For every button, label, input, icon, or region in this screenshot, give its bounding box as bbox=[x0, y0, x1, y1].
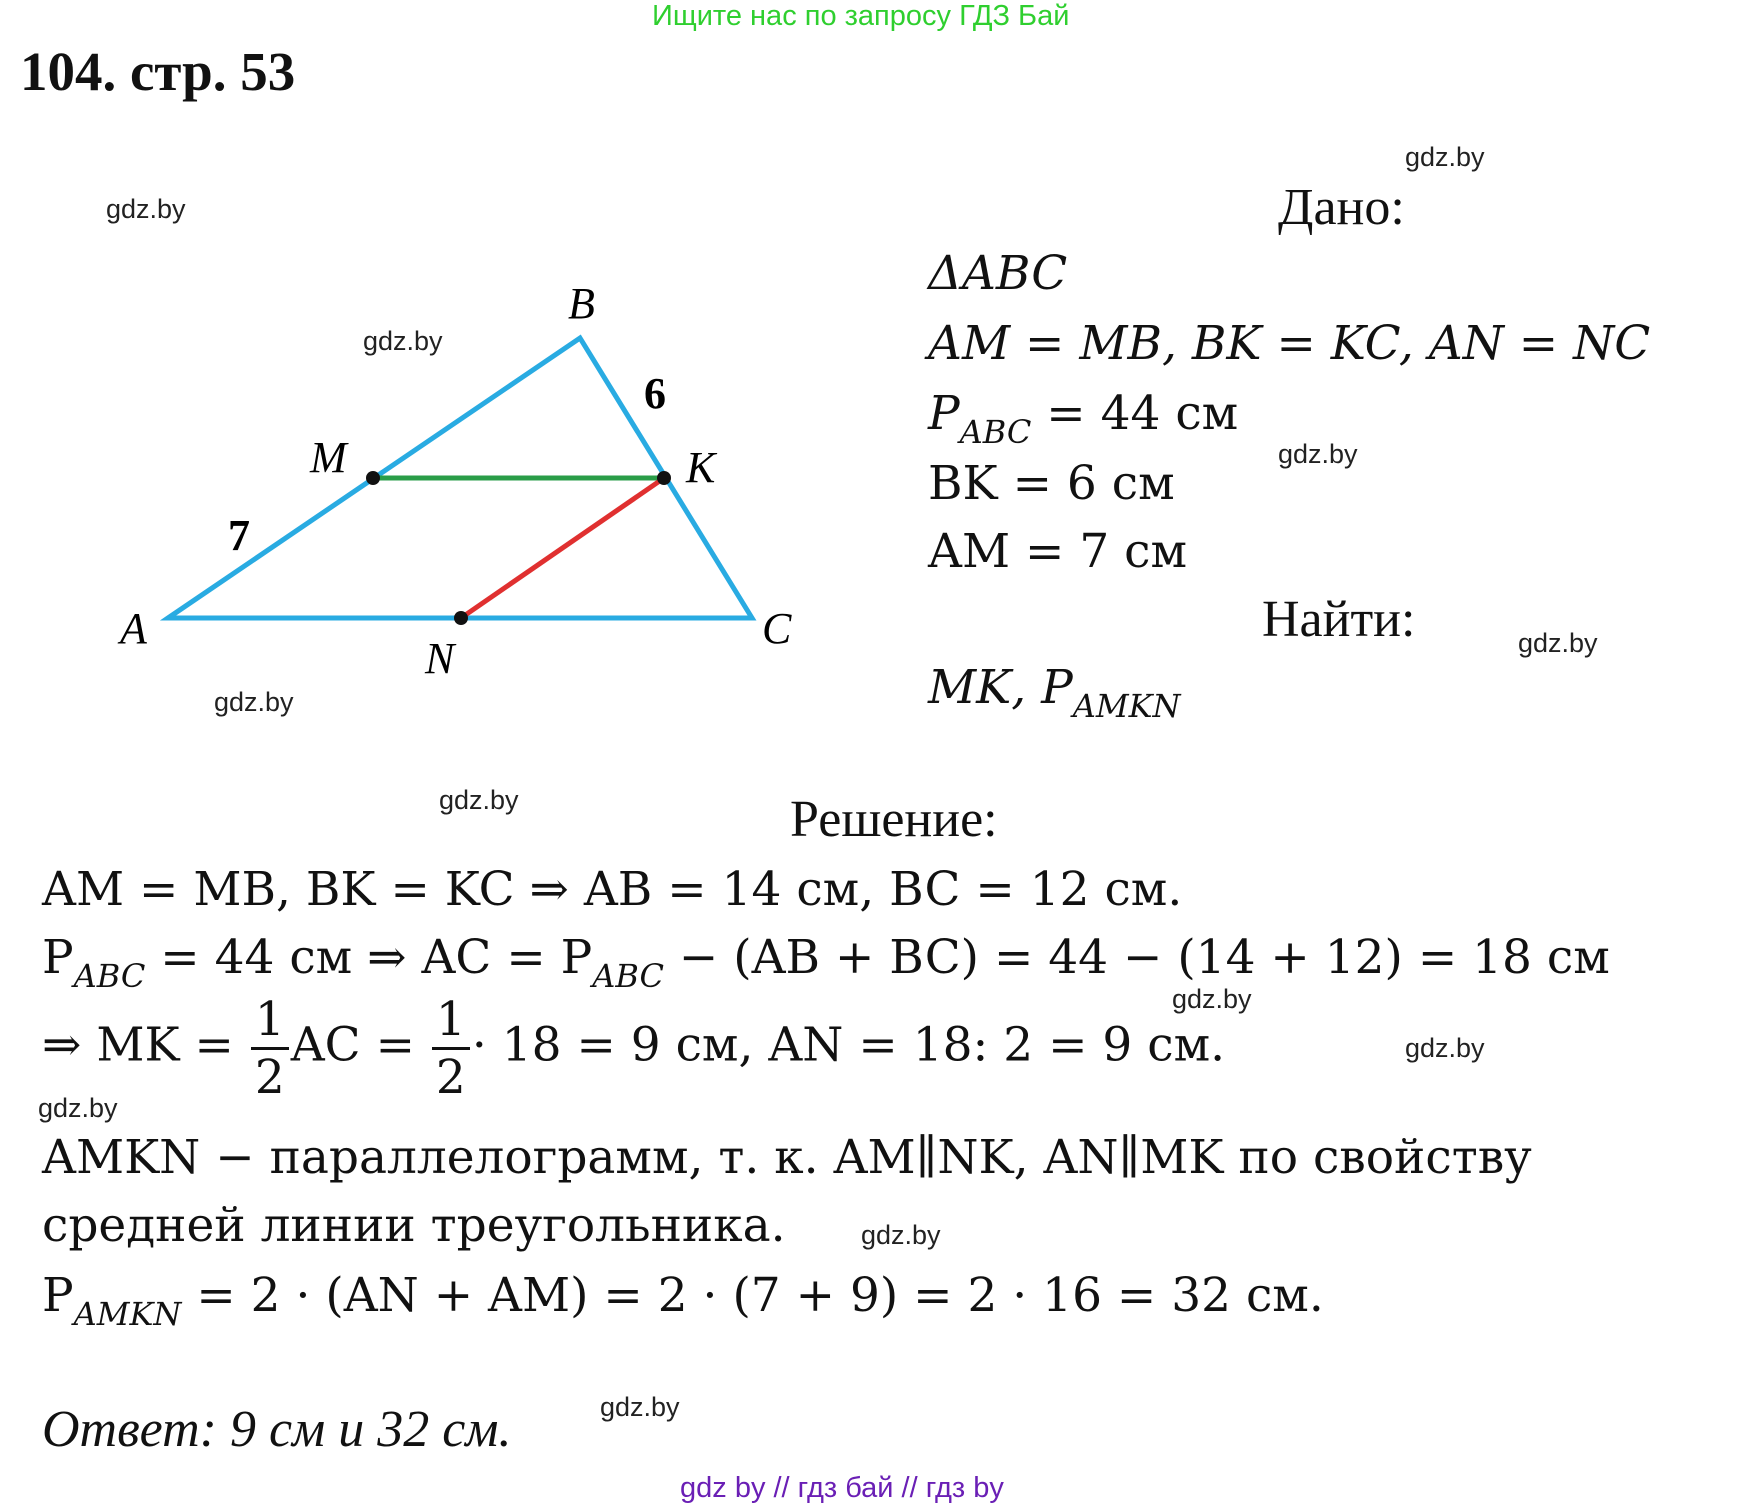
find-heading: Найти: bbox=[1262, 591, 1416, 648]
vertex-label-a: A bbox=[120, 604, 147, 653]
search-banner: Ищите нас по запросу ГДЗ Бай bbox=[652, 0, 1070, 32]
point-n bbox=[454, 611, 468, 625]
side-label-bk: 6 bbox=[644, 369, 666, 418]
solution-line: $P_{AMKN} = 2 \cdot (AN + AM) = 2 \cdot (7 + 9) = 2 \cdot 16 = 32$ см. bbox=[42, 1268, 1324, 1333]
vertex-label-b: B bbox=[568, 279, 595, 328]
watermark: gdz.by bbox=[38, 1093, 118, 1123]
given-line: AM = 7 см bbox=[928, 524, 1188, 579]
given-heading: Дано: bbox=[1278, 179, 1405, 236]
footer-links[interactable]: gdz by // гдз бай // гдз by bbox=[680, 1472, 1004, 1504]
watermark: gdz.by bbox=[439, 785, 519, 815]
solution-line: AM = MB, BK = KC ⇒ AB = 14 см, BC = 12 см. bbox=[42, 862, 1183, 917]
point-m bbox=[366, 471, 380, 485]
solution-line: средней линии треугольника. bbox=[42, 1198, 786, 1253]
watermark: gdz.by bbox=[1172, 984, 1252, 1014]
watermark: gdz.by bbox=[861, 1220, 941, 1250]
watermark: gdz.by bbox=[1518, 628, 1598, 658]
solution-line-fraction: ⇒ MK = $\frac{1}{2}$ AC = $\frac{1}{2}$ · 18 = 9 см, AN = 18: 2 = 9 см. bbox=[42, 992, 1226, 1105]
vertex-label-c: C bbox=[762, 604, 792, 653]
given-line: BK = 6 см bbox=[928, 456, 1175, 511]
segment-nk bbox=[461, 478, 664, 618]
vertex-label-n: N bbox=[425, 634, 455, 683]
side-label-am: 7 bbox=[228, 511, 250, 560]
watermark: gdz.by bbox=[106, 194, 186, 224]
watermark: gdz.by bbox=[1405, 142, 1485, 172]
given-line: ΔABC bbox=[928, 246, 1068, 301]
watermark: gdz.by bbox=[363, 326, 443, 356]
given-line: $P_{ABC} = 44$ см bbox=[928, 386, 1239, 451]
solution-heading: Решение: bbox=[790, 791, 998, 848]
find-line: MK, $P_{AMKN}$ bbox=[928, 660, 1181, 725]
answer: Ответ: 9 см и 32 см. bbox=[42, 1401, 512, 1458]
solution-line: $P_{ABC} = 44$ см ⇒ AC = $P_{ABC} - (AB + BC) = 44 - (14 + 12) = 18$ см bbox=[42, 930, 1610, 995]
solution-line: AMKN − параллелограмм, т. к. AM∥NK, AN∥MK по свойству bbox=[42, 1130, 1532, 1185]
point-k bbox=[657, 471, 671, 485]
watermark: gdz.by bbox=[1405, 1033, 1485, 1063]
watermark: gdz.by bbox=[1278, 439, 1358, 469]
watermark: gdz.by bbox=[600, 1392, 680, 1422]
triangle-figure bbox=[0, 260, 820, 690]
given-line: AM = MB, BK = KC, AN = NC bbox=[928, 316, 1651, 371]
exercise-title: 104. стр. 53 bbox=[20, 41, 296, 102]
vertex-label-m: M bbox=[310, 433, 347, 482]
watermark: gdz.by bbox=[214, 687, 294, 717]
vertex-label-k: K bbox=[686, 443, 716, 492]
